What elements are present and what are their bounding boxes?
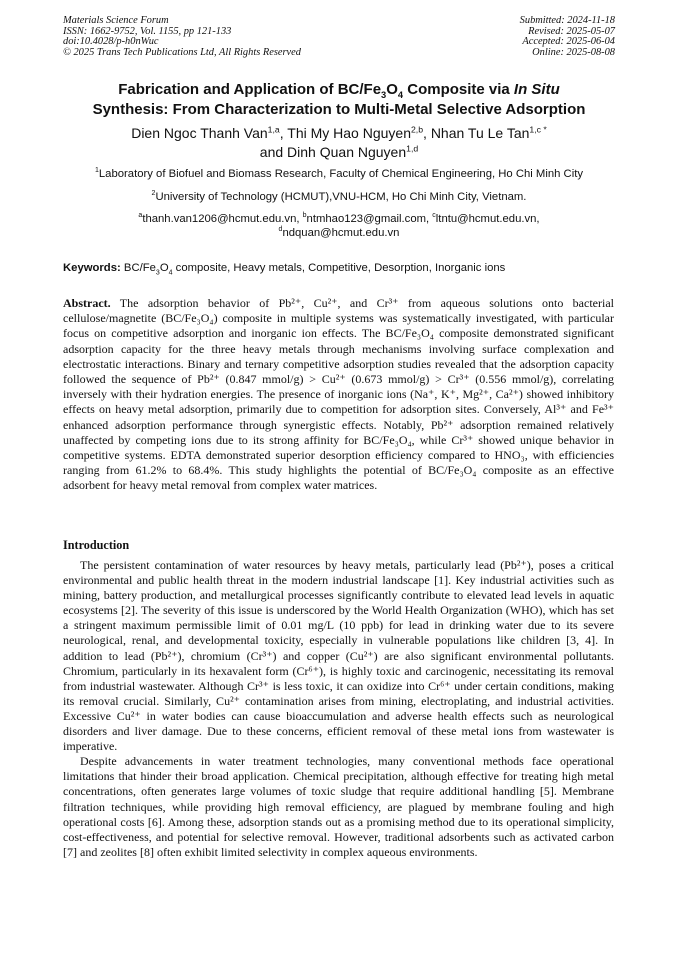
email-b[interactable]: ntmhao123@gmail.com,: [306, 213, 433, 225]
submitted-date: Submitted: 2024-11-18: [519, 15, 615, 26]
accepted-date: Accepted: 2025-06-04: [522, 36, 615, 48]
abstract: [63, 296, 614, 494]
journal-header-left: [63, 16, 301, 58]
author-list: [40, 124, 638, 162]
email-d[interactable]: ndquan@hcmut.edu.vn: [282, 227, 400, 239]
article-doi: doi:10.4028/p-h0nWuc: [63, 36, 159, 48]
email-a[interactable]: thanh.van1206@hcmut.edu.vn,: [142, 213, 303, 225]
affiliation-2: $^2$University of Technology (HCMUT),VNU-HCM, Ho Chi Minh City, Vietnam.: [151, 190, 527, 203]
paragraph: The persistent contamination of water resources by heavy metals, particularly lead (Pb²⁺), poses a critical environmental and public health threat in the modern industrial landscape [1]. Key industrial activities such as mining, battery production, and metallurgical processes significantly contribute to elevated lead levels in aquatic ecosystems [2]. The severity of this issue is underscored by the World Health Organization (WHO), which has set a stringent maximum permissible limit of 0.01 mg/L (10 ppb) for lead in drinking water due to its severe neurological, renal, and developmental toxicity, especially in vulnerable populations like children [3, 4]. In addition to lead (Pb²⁺), chromium (Cr³⁺) and copper (Cu²⁺) are also significant environmental pollutants. Chromium, particularly in its hexavalent form (Cr⁶⁺), is highly toxic and carcinogenic, necessitating its removal from industrial wastewater. Although Cr³⁺ is less toxic, it can oxidize into Cr⁶⁺ under certain conditions, making its removal crucial. Similarly, Cu²⁺ contamination arises from mining, electroplating, and industrial activities. Excessive Cu²⁺ in water bodies can cause bioaccumulation and adverse health effects such as neurological disorders and liver damage. Due to these concerns, efficient removal of these metal ions from wastewater is imperative.: [63, 558, 614, 754]
abstract-text: The adsorption behavior of Pb²⁺, Cu²⁺, and Cr³⁺ from aqueous solutions onto bacterial cellulose/magnetite (BC/Fe₃O₄) composite in multiple systems was systematically investigated, with particular focus on competitive adsorption and inorganic ion effects. The BC/Fe₃O₄ composite demonstrated significant adsorption capacity for the three heavy metals through mechanisms involving surface complexation and electrostatic interactions. Binary and ternary competitive adsorption studies revealed that the adsorption capacity followed the sequence of Pb²⁺ (0.847 mmol/g) > Cu²⁺ (0.673 mmol/g) > Cr³⁺ (0.556 mmol/g), correlating inversely with their hydration energies. The presence of inorganic ions (Na⁺, K⁺, Mg²⁺, Ca²⁺) showed inhibitory effects on heavy metal adsorption, primarily due to competition for adsorption sites. Conversely, Al³⁺ and Fe³⁺ enhanced adsorption performance through synergistic effects. Notably, Pb²⁺ adsorption remained relatively unaffected by competing ions due to its strong affinity for BC/Fe₃O₄, while Cr³⁺ showed unique behavior in competitive systems. EDTA demonstrated superior desorption efficiency compared to HNO₃, with efficiencies ranging from 61.2% to 68.4%. This study highlights the potential of BC/Fe₃O₄ composite as an effective adsorbent for heavy metal removal from complex water matrices.: [63, 296, 614, 493]
authors-line-1: Dien Ngoc Thanh Van$^{1,a}$, Thi My Hao Nguyen$^{2,b}$, Nhan Tu Le Tan$^{1,c *}$: [131, 124, 547, 141]
introduction-body: [63, 558, 614, 860]
email-c[interactable]: ltntu@hcmut.edu.vn,: [435, 213, 540, 225]
keywords: Keywords: $BC/Fe_3O_4$ composite, Heavy metals, Competitive, Desorption, Inorganic ions: [63, 262, 506, 277]
authors-line-2: and Dinh Quan Nguyen$^{1,d}$: [259, 143, 419, 160]
online-date: Online: 2025-08-08: [532, 46, 615, 58]
emails-line-2: $^d$ndquan@hcmut.edu.vn: [278, 226, 400, 239]
journal-name: Materials Science Forum: [63, 15, 169, 26]
paragraph: Despite advancements in water treatment technologies, many conventional methods face operational limitations that hinder their broad application. Chemical precipitation, although effective for treating high metal concentrations, often generates large volumes of toxic sludge that require additional handling [5]. Membrane filtration techniques, while providing high removal efficiency, are plagued by membrane fouling and high operational costs [6]. Among these, adsorption stands out as a promising method due to its operational simplicity, cost-effectiveness, and potential for selective removal. However, traditional adsorbents such as activated carbon [7] and zeolites [8] often exhibit limited selectivity in complex aqueous environments.: [63, 754, 614, 859]
affiliation-1: $^1$Laboratory of Biofuel and Biomass Research, Faculty of Chemical Engineering, Ho Chi Minh City: [94, 167, 584, 180]
paper-title: [40, 80, 638, 120]
journal-issn: ISSN: 1662-9752, Vol. 1155, pp 121-133: [63, 25, 232, 37]
revised-date: Revised: 2025-05-07: [528, 25, 615, 37]
keywords-label: Keywords:: [63, 262, 121, 274]
title-line-2: Synthesis: From Characterization to Multi-Metal Selective Adsorption: [92, 101, 586, 118]
emails-line-1: $^a$thanh.van1206@hcmut.edu.vn, $^b$ntmhao123@gmail.com, $^c$ltntu@hcmut.edu.vn,: [138, 212, 540, 225]
journal-header-right: [520, 16, 615, 58]
section-heading-introduction: Introduction: [63, 538, 130, 552]
copyright-notice: © 2025 Trans Tech Publications Ltd, All Rights Reserved: [63, 46, 301, 58]
author-emails: [40, 212, 638, 240]
title-line-1: Fabrication and Application of $BC/Fe_3O_4$ Composite via In Situ: [118, 81, 560, 100]
abstract-label: Abstract.: [63, 296, 111, 310]
